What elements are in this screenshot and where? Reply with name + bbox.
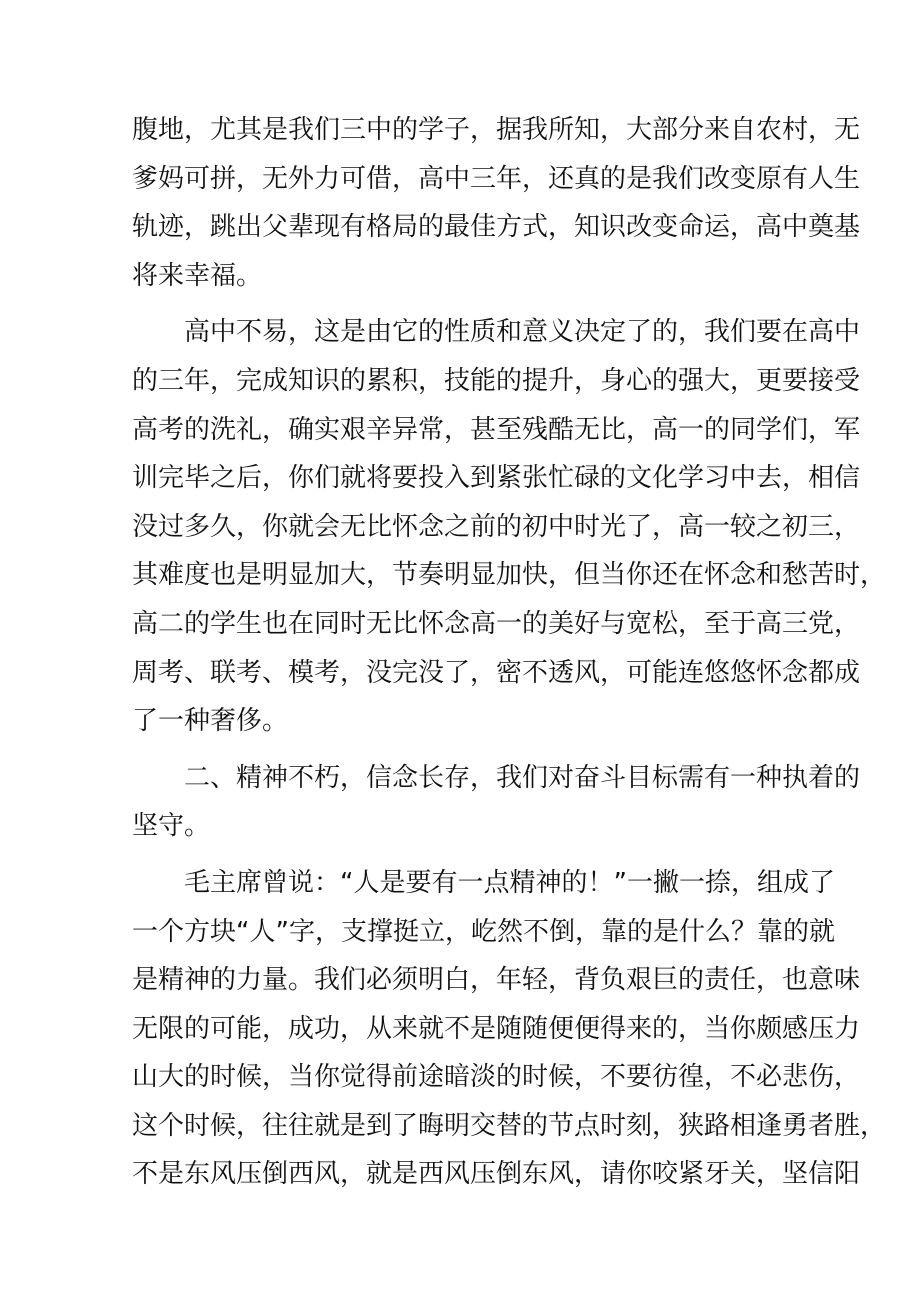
text-line: 不是东风压倒西风，就是西风压倒东风，请你咬紧牙关，坚信阳 (132, 1159, 861, 1190)
paragraph-gap (132, 746, 822, 754)
section-heading-line: 二、精神不朽，信念长存，我们对奋斗目标需有一种执着的 (184, 762, 861, 793)
text-line: 这个时候，往往就是到了晦明交替的节点时刻，狭路相逢勇者胜， (132, 1110, 887, 1141)
text-line: 腹地，尤其是我们三中的学子，据我所知，大部分来自农村，无 (132, 115, 861, 145)
text-line: 高二的学生也在同时无比怀念高一的美好与宽松，至于高三党， (132, 608, 861, 639)
text-line: 周考、联考、模考，没完没了，密不透风，可能连悠悠怀念都成 (132, 657, 861, 688)
text-line: 一个方块“人”字，支撑挺立，屹然不倒，靠的是什么？靠的就 (132, 916, 835, 947)
text-line: 高中不易，这是由它的性质和意义决定了的，我们要在高中 (184, 317, 861, 348)
text-line: 轨迹，跳出父辈现有格局的最佳方式，知识改变命运，高中奠基 (132, 212, 861, 243)
paragraph (132, 106, 861, 300)
text-line: 是精神的力量。我们必须明白，年轻，背负艰巨的责任，也意味 (132, 965, 861, 996)
text-line: 将来幸福。 (132, 260, 263, 291)
text-line: 其难度也是明显加大，节奏明显加快，但当你还在怀念和愁苦时， (132, 560, 887, 591)
paragraph (132, 754, 861, 851)
paragraph-gap (132, 300, 822, 308)
text-line: 山大的时候，当你觉得前途暗淡的时候，不要彷徨，不必悲伤， (132, 1062, 861, 1093)
text-line: 了一种奢侈。 (132, 706, 289, 737)
text-line: 的三年，完成知识的累积，技能的提升，身心的强大，更要接受 (132, 365, 861, 396)
text-line: 没过多久，你就会无比怀念之前的初中时光了，高一较之初三， (132, 511, 861, 542)
paragraph-gap (132, 851, 822, 859)
paragraph (132, 308, 887, 745)
text-line: 训完毕之后，你们就将要投入到紧张忙碌的文化学习中去，相信 (132, 463, 861, 494)
section-heading-line: 坚守。 (132, 811, 211, 842)
text-line: 无限的可能，成功，从来就不是随随便便得来的，当你颇感压力 (132, 1013, 861, 1044)
paragraph (132, 859, 887, 1199)
text-line: 爹妈可拼，无外力可借，高中三年，还真的是我们改变原有人生 (132, 163, 861, 194)
text-line: 高考的洗礼，确实艰辛异常，甚至残酷无比，高一的同学们，军 (132, 414, 861, 445)
body-text (132, 106, 887, 1199)
text-line: 毛主席曾说：“人是要有一点精神的！”一撇一捺，组成了 (184, 867, 835, 898)
